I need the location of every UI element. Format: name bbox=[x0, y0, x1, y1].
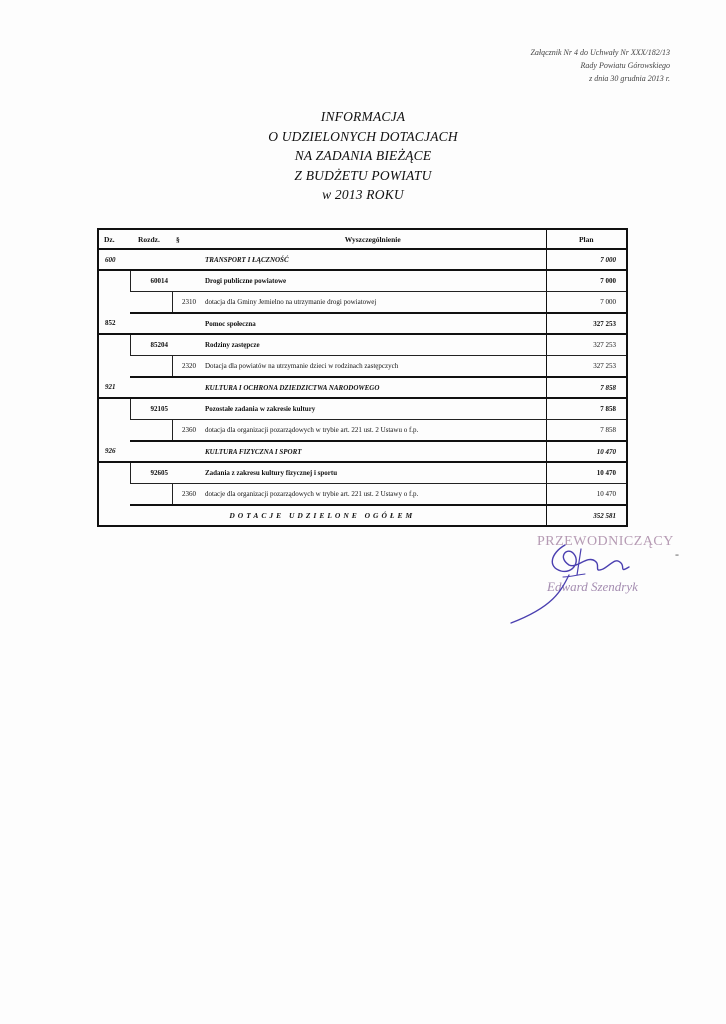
chapter-name: Drogi publiczne powiatowe bbox=[200, 270, 546, 292]
table-row-section bbox=[98, 377, 627, 398]
paragraph-value: 7 000 bbox=[546, 292, 627, 314]
chapter-name: Pozostałe zadania w zakresie kultury bbox=[200, 398, 546, 420]
total-value: 352 581 bbox=[546, 505, 627, 526]
title-line-1: INFORMACJA bbox=[320, 109, 406, 124]
annex-line-3: z dnia 30 grudnia 2013 r. bbox=[589, 74, 670, 83]
annex-line-1: Załącznik Nr 4 do Uchwały Nr XXX/182/13 bbox=[530, 48, 670, 57]
chapter-name: Rodziny zastępcze bbox=[200, 334, 546, 356]
chapter-code: 60014 bbox=[130, 270, 200, 292]
table-row-paragraph bbox=[98, 420, 627, 442]
paragraph-name: dotacja dla Gminy Jemielno na utrzymanie drogi powiatowej bbox=[200, 292, 546, 314]
document-title bbox=[0, 107, 726, 205]
section-code: 852 bbox=[98, 313, 130, 334]
chapter-code: 92605 bbox=[130, 462, 200, 484]
header-dz: Dz. bbox=[98, 229, 130, 249]
section-name: KULTURA I OCHRONA DZIEDZICTWA NARODOWEGO bbox=[200, 377, 546, 398]
table-row-paragraph bbox=[98, 484, 627, 506]
section-code: 921 bbox=[98, 377, 130, 398]
paragraph-name: Dotacja dla powiatów na utrzymanie dzieci w rodzinach zastępczych bbox=[200, 356, 546, 378]
handwritten-signature bbox=[503, 531, 663, 631]
table-row-paragraph bbox=[98, 292, 627, 314]
table-row-chapter bbox=[98, 462, 627, 484]
stamp-dash: - bbox=[675, 547, 679, 561]
chairman-stamp bbox=[533, 531, 693, 631]
stamp-name: Edward Szendryk bbox=[547, 579, 638, 594]
table-row-paragraph bbox=[98, 356, 627, 378]
section-code: 600 bbox=[98, 249, 130, 270]
section-value: 7 858 bbox=[546, 377, 627, 398]
section-code: 926 bbox=[98, 441, 130, 462]
table-row-section bbox=[98, 249, 627, 270]
table-row-section bbox=[98, 441, 627, 462]
header-rozdz: Rozdz. bbox=[130, 229, 172, 249]
title-line-2: O UDZIELONYCH DOTACJACH bbox=[268, 128, 458, 144]
paragraph-code: 2360 bbox=[172, 420, 200, 442]
table-row-total bbox=[98, 505, 627, 526]
chapter-name: Zadania z zakresu kultury fizycznej i sportu bbox=[200, 462, 546, 484]
paragraph-name: dotacja dla organizacji pozarządowych w trybie art. 221 ust. 2 Ustawu o f.p. bbox=[200, 420, 546, 442]
annex-line-2: Rady Powiatu Górowskiego bbox=[580, 61, 670, 70]
section-value: 327 253 bbox=[546, 313, 627, 334]
section-name: Pomoc społeczna bbox=[200, 313, 546, 334]
paragraph-code: 2320 bbox=[172, 356, 200, 378]
title-line-3: NA ZADANIA BIEŻĄCE bbox=[294, 148, 432, 163]
chapter-value: 7 858 bbox=[546, 398, 627, 420]
paragraph-code: 2310 bbox=[172, 292, 200, 314]
table-row-chapter bbox=[98, 334, 627, 356]
chapter-value: 7 000 bbox=[546, 270, 627, 292]
table-row-section bbox=[98, 313, 627, 334]
title-line-4: Z BUDŻETU POWIATU bbox=[294, 167, 432, 183]
paragraph-value: 7 858 bbox=[546, 420, 627, 442]
table-row-chapter bbox=[98, 270, 627, 292]
section-value: 7 000 bbox=[546, 249, 627, 270]
table-header-row bbox=[98, 229, 627, 249]
header-description: Wyszczególnienie bbox=[200, 229, 546, 249]
paragraph-value: 327 253 bbox=[546, 356, 627, 378]
chapter-code: 85204 bbox=[130, 334, 200, 356]
header-paragraph: § bbox=[172, 229, 200, 249]
paragraph-code: 2360 bbox=[172, 484, 200, 506]
paragraph-name: dotacje dla organizacji pozarządowych w trybie art. 221 ust. 2 Ustawy o f.p. bbox=[200, 484, 546, 506]
chapter-code: 92105 bbox=[130, 398, 200, 420]
section-name: TRANSPORT I ŁĄCZNOŚĆ bbox=[200, 249, 546, 270]
header-plan: Plan bbox=[546, 229, 627, 249]
title-line-5: w 2013 ROKU bbox=[322, 187, 404, 202]
section-name: KULTURA FIZYCZNA I SPORT bbox=[200, 441, 546, 462]
total-label: DOTACJE UDZIELONE OGÓŁEM bbox=[98, 505, 546, 526]
annex-note bbox=[530, 46, 670, 85]
chapter-value: 327 253 bbox=[546, 334, 627, 356]
stamp-title: PRZEWODNICZĄCY bbox=[537, 534, 674, 549]
chapter-value: 10 470 bbox=[546, 462, 627, 484]
section-value: 10 470 bbox=[546, 441, 627, 462]
table-row-chapter bbox=[98, 398, 627, 420]
grants-table bbox=[97, 228, 628, 527]
paragraph-value: 10 470 bbox=[546, 484, 627, 506]
